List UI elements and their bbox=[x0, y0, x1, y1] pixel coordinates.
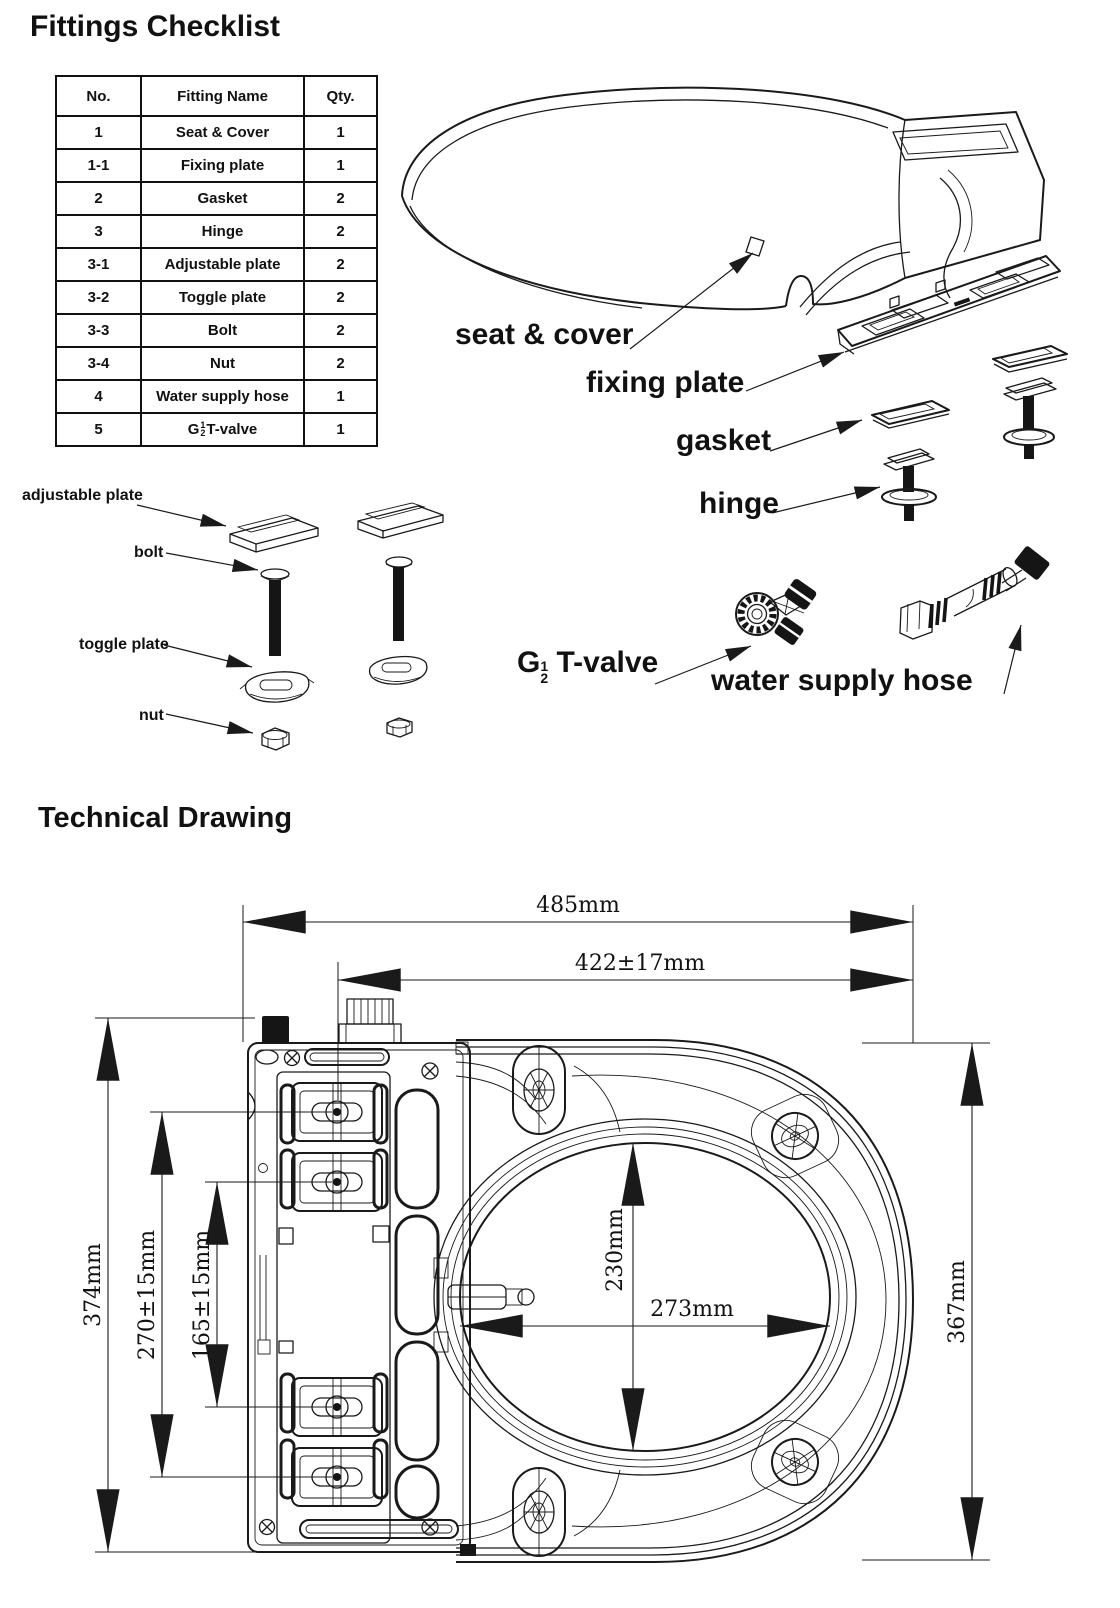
bolt-drawing bbox=[261, 557, 412, 656]
dim-hole-span-outer: 270±15mm bbox=[135, 1229, 160, 1361]
dim-opening-height: 230mm bbox=[603, 1208, 628, 1292]
cell-qty: 1 bbox=[304, 116, 377, 149]
tvalve-label-fraction bbox=[540, 657, 549, 686]
cell-name: Fixing plate bbox=[141, 149, 304, 182]
hinge-drawing-right bbox=[1004, 378, 1056, 459]
label-adjustable-plate: adjustable plate bbox=[22, 487, 143, 504]
cell-name: Seat & Cover bbox=[141, 116, 304, 149]
dim-plate-height: 374mm bbox=[81, 1243, 106, 1327]
cell-no: 2 bbox=[56, 182, 141, 215]
bumper-boss bbox=[744, 1412, 847, 1511]
hinge-drawing-left bbox=[882, 449, 936, 521]
table-row bbox=[56, 116, 377, 149]
cell-qty: 2 bbox=[304, 182, 377, 215]
hinge-hole bbox=[513, 1468, 565, 1556]
hinge-hole bbox=[513, 1046, 565, 1134]
header-name: Fitting Name bbox=[141, 76, 304, 116]
cell-no: 3-3 bbox=[56, 314, 141, 347]
screw-icon bbox=[260, 1063, 439, 1535]
table-row bbox=[56, 380, 377, 413]
cell-name: Hinge bbox=[141, 215, 304, 248]
fraction-numerator: 1 bbox=[540, 657, 549, 674]
table-row bbox=[56, 182, 377, 215]
cell-qty: 2 bbox=[304, 215, 377, 248]
table-header-row bbox=[56, 76, 377, 116]
label-fixing-plate: fixing plate bbox=[586, 366, 745, 399]
toggle-plate-drawing bbox=[240, 657, 427, 703]
dim-hinge-bolt-span: 422±17mm bbox=[574, 951, 706, 976]
tvalve-label-suffix: T-valve bbox=[548, 646, 659, 679]
bumper-boss bbox=[744, 1086, 847, 1185]
cell-name-tvalve bbox=[141, 413, 304, 446]
cell-name: Gasket bbox=[141, 182, 304, 215]
cell-qty: 1 bbox=[304, 149, 377, 182]
cell-qty: 2 bbox=[304, 314, 377, 347]
cell-qty: 2 bbox=[304, 248, 377, 281]
adjustable-plate-drawing bbox=[230, 503, 443, 552]
cell-no: 3 bbox=[56, 215, 141, 248]
cell-no: 3-4 bbox=[56, 347, 141, 380]
water-inlet-connector bbox=[339, 999, 401, 1043]
nut-drawing bbox=[262, 718, 412, 750]
plate-right-slots bbox=[396, 1090, 438, 1518]
cell-name: Water supply hose bbox=[141, 380, 304, 413]
fittings-table bbox=[55, 75, 378, 447]
bolt-assembly bbox=[292, 1083, 382, 1506]
hose-drawing bbox=[900, 545, 1051, 639]
cell-no: 1 bbox=[56, 116, 141, 149]
label-tvalve bbox=[517, 646, 658, 685]
label-bolt: bolt bbox=[134, 544, 164, 561]
header-no: No. bbox=[56, 76, 141, 116]
cell-no: 3-2 bbox=[56, 281, 141, 314]
label-water-supply-hose: water supply hose bbox=[711, 664, 973, 697]
fraction-numerator: 1 bbox=[200, 419, 206, 430]
plate-top-view bbox=[248, 999, 476, 1556]
cell-qty: 2 bbox=[304, 347, 377, 380]
label-toggle-plate: toggle plate bbox=[79, 636, 169, 653]
table-row bbox=[56, 413, 377, 446]
table-row bbox=[56, 149, 377, 182]
label-hinge: hinge bbox=[699, 487, 779, 520]
screw-icon bbox=[285, 1051, 300, 1066]
seat-cover-drawing bbox=[402, 88, 1044, 315]
tvalve-drawing bbox=[736, 578, 818, 647]
tvalve-prefix: G bbox=[187, 421, 200, 438]
table-row bbox=[56, 281, 377, 314]
dim-opening-width: 273mm bbox=[650, 1297, 734, 1322]
table-row bbox=[56, 314, 377, 347]
fraction-denominator: 2 bbox=[200, 427, 206, 438]
dim-overall-width: 485mm bbox=[536, 893, 620, 918]
technical-drawing-title: Technical Drawing bbox=[38, 802, 293, 834]
fixing-plate-drawing bbox=[838, 256, 1060, 354]
table-row bbox=[56, 347, 377, 380]
header-qty: Qty. bbox=[304, 76, 377, 116]
cell-no: 4 bbox=[56, 380, 141, 413]
extension-lines bbox=[95, 905, 990, 1560]
label-seat-cover: seat & cover bbox=[455, 318, 634, 351]
dimension-labels bbox=[81, 893, 970, 1360]
cell-name: Toggle plate bbox=[141, 281, 304, 314]
tvalve-label-prefix: G bbox=[517, 646, 541, 679]
gasket-drawing-right bbox=[993, 346, 1067, 372]
dim-hole-span-inner: 165±15mm bbox=[190, 1229, 215, 1361]
table-row bbox=[56, 215, 377, 248]
cell-qty: 2 bbox=[304, 281, 377, 314]
tvalve-fraction bbox=[200, 419, 206, 438]
fittings-checklist-title: Fittings Checklist bbox=[30, 10, 281, 43]
fraction-denominator: 2 bbox=[540, 669, 549, 686]
tvalve-suffix: T-valve bbox=[206, 421, 258, 438]
label-nut: nut bbox=[139, 707, 164, 724]
dim-seat-height: 367mm bbox=[945, 1260, 970, 1344]
cell-name: Adjustable plate bbox=[141, 248, 304, 281]
technical-top-view bbox=[81, 893, 990, 1562]
cell-name: Nut bbox=[141, 347, 304, 380]
cell-qty: 1 bbox=[304, 413, 377, 446]
cell-qty: 1 bbox=[304, 380, 377, 413]
cell-name: Bolt bbox=[141, 314, 304, 347]
gasket-drawing-left bbox=[872, 401, 949, 428]
cell-no: 3-1 bbox=[56, 248, 141, 281]
label-gasket: gasket bbox=[676, 424, 772, 457]
cell-no: 5 bbox=[56, 413, 141, 446]
table-row bbox=[56, 248, 377, 281]
cell-no: 1-1 bbox=[56, 149, 141, 182]
